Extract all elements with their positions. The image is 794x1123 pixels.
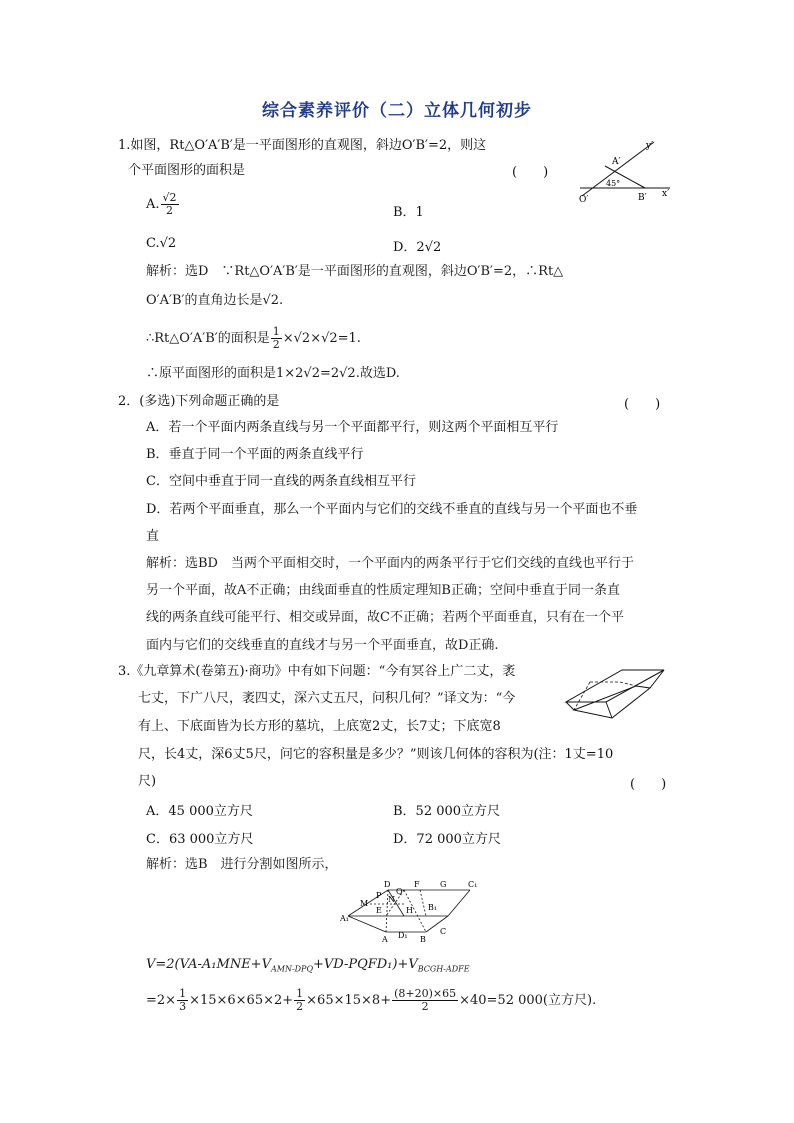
q3-formula-v-sub2: BCGH-ADFE	[417, 964, 470, 974]
q2-option-b: B．垂直于同一个平面的两条直线平行	[146, 447, 364, 462]
q1-stem-line1: 1.如图，Rt△O′A′B′是一平面图形的直观图，斜边O′B′=2，则这	[118, 138, 487, 153]
q1-label-angle: 45°	[606, 179, 621, 188]
q2-option-c: C．空间中垂直于同一直线的两条直线相互平行	[146, 474, 416, 489]
q1-label-b: B′	[638, 193, 647, 203]
q1-solution-line3-prefix: ∴Rt△O′A′B′的面积是	[146, 331, 270, 346]
q3-formula-calc	[146, 988, 596, 1013]
q3-fig-label-m: M	[360, 899, 369, 908]
q3-fig-label-c: C	[440, 927, 447, 936]
q1-solution-line3-num: 1	[272, 325, 280, 338]
q3-option-c: C．63 000立方尺	[146, 832, 254, 847]
q3-fig-label-a: A	[382, 935, 388, 944]
q3-calc-part4: ×40=52 000(立方尺).	[459, 993, 597, 1008]
q3-fig-label-n: N	[388, 895, 395, 904]
q3-answer-paren: ( )	[630, 777, 667, 792]
q3-fig-label-c1: C₁	[468, 880, 478, 889]
q3-fig-label-q: Q	[396, 887, 403, 896]
q2-answer-paren: ( )	[624, 397, 661, 412]
q2-solution-line1: 解析：选BD 当两个平面相交时，一个平面内的两条平行于它们交线的直线也平行于	[146, 556, 634, 571]
q3-calc-frac2-num: 1	[296, 987, 304, 1000]
q2-solution-line2: 另一个平面，故A不正确；由线面垂直的性质定理知B正确；空间中垂直于同一条直	[146, 583, 620, 598]
q1-label-x: x′	[662, 189, 670, 199]
q1-option-c: C.√2	[146, 236, 177, 251]
q3-dissection-figure	[340, 876, 480, 946]
q1-option-a-num: √2	[162, 191, 177, 204]
q3-formula-v	[146, 955, 470, 980]
q1-solution-line4: ∴原平面图形的面积是1×2√2=2√2.故选D.	[146, 366, 400, 381]
q3-formula-v-start: V=2(VA-A₁MNE+V	[146, 957, 271, 972]
q1-option-a-prefix: A.	[146, 197, 160, 212]
q3-option-a: A．45 000立方尺	[146, 804, 253, 819]
q3-formula-v-mid: +VD-PQFD₁)+V	[313, 957, 418, 972]
q1-option-a	[146, 192, 180, 217]
q3-stem-line3: 有上、下底面皆为长方形的墓坑，上底宽2丈，长7丈；下底宽8	[138, 719, 501, 734]
q3-calc-part3: ×65×15×8+	[306, 993, 392, 1008]
q1-option-a-den: 2	[166, 204, 174, 217]
q1-label-y: y′	[646, 141, 654, 151]
q3-calc-part1: =2×	[146, 993, 177, 1008]
q1-solution-line3	[146, 326, 361, 351]
q1-solution-line2: O′A′B′的直角边长是√2.	[146, 293, 284, 308]
q2-solution-line3: 线的两条直线可能平行、相交或异面，故C不正确；若两个平面垂直，只有在一个平	[146, 610, 624, 625]
q3-formula-v-sub1: AMN-DPQ	[270, 964, 313, 974]
q1-solution-line3-den: 2	[272, 338, 280, 351]
q3-fig-label-d1: D₁	[398, 931, 408, 940]
q3-calc-frac2-den: 2	[296, 1000, 304, 1013]
q3-calc-frac1-den: 3	[179, 1000, 187, 1013]
q3-fig-label-g: G	[440, 880, 447, 889]
q2-solution-line4: 面内与它们的交线垂直的直线才与另一个平面垂直，故D正确.	[146, 638, 499, 653]
q3-calc-part2: ×15×6×65×2+	[189, 993, 294, 1008]
q3-figure	[560, 662, 672, 724]
q3-fig-label-f: F	[414, 880, 420, 889]
q3-calc-frac3-den: 2	[421, 1000, 429, 1013]
q3-option-d: D．72 000立方尺	[393, 832, 501, 847]
q1-solution-line1: 解析：选D ∵Rt△O′A′B′是一平面图形的直观图，斜边O′B′=2，∴Rt△	[146, 264, 564, 279]
q3-fig-label-a1: A₁	[340, 914, 349, 923]
q3-calc-frac3-num: (8+20)×65	[394, 987, 457, 1000]
q3-fig-label-b: B	[420, 935, 426, 944]
q3-fig-label-h: H	[406, 906, 413, 915]
q1-label-a: A′	[612, 157, 621, 167]
q3-calc-frac1-num: 1	[179, 987, 187, 1000]
q1-label-o: O′	[579, 195, 589, 205]
q1-option-b: B．1	[393, 205, 424, 220]
q2-option-a: A．若一个平面内两条直线与另一个平面都平行，则这两个平面相互平行	[146, 420, 559, 435]
q1-option-d: D．2√2	[393, 240, 442, 255]
q2-option-d-cont: 直	[146, 529, 160, 544]
q3-solution-line1: 解析：选B 进行分割如图所示，	[146, 857, 338, 872]
q1-figure	[570, 136, 680, 208]
q2-option-d: D．若两个平面垂直，那么一个平面内与它们的交线不垂直的直线与另一个平面也不垂	[146, 502, 638, 517]
q3-fig-label-e: E	[376, 906, 382, 915]
q3-stem-line1: 3.《九章算术(卷第五)·商功》中有如下问题：“今有冥谷上广二丈，袤	[118, 664, 516, 679]
q3-fig-label-d: D	[384, 880, 391, 889]
q3-stem-line4: 尺，长4丈，深6丈5尺，问它的容积量是多少？”则该几何体的容积为(注：1丈=10	[138, 747, 614, 762]
page-title: 综合素养评价（二）立体几何初步	[262, 101, 532, 121]
q2-stem: 2．(多选)下列命题正确的是	[118, 394, 280, 409]
q1-solution-line3-suffix: ×√2×√2=1.	[282, 331, 361, 346]
q3-fig-label-b1: B₁	[428, 903, 438, 912]
q3-stem-line5: 尺)	[138, 774, 157, 789]
q1-stem-line2: 个平面图形的面积是	[128, 163, 246, 178]
q3-fig-label-p: P	[376, 891, 382, 900]
q3-stem-line2: 七丈，下广八尺，袤四丈，深六丈五尺，问积几何？”译文为：“今	[138, 691, 516, 706]
q3-option-b: B．52 000立方尺	[393, 804, 501, 819]
q1-answer-paren: ( )	[512, 165, 549, 180]
